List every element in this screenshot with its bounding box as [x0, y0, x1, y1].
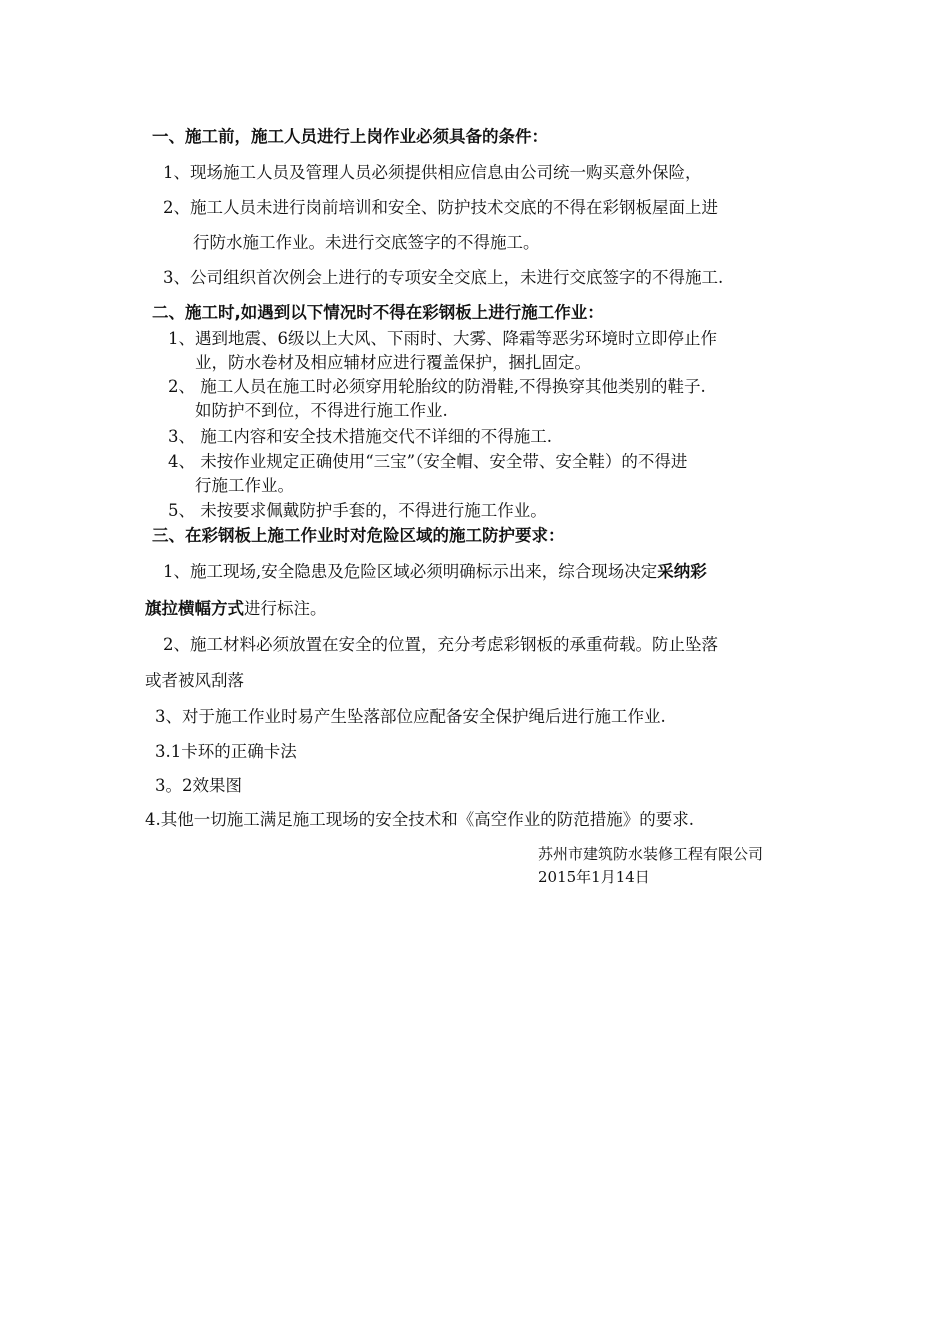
section-3-item-3: 3、对于施工作业时易产生坠落部位应配备安全保护绳后进行施工作业.: [155, 707, 666, 726]
section-2-item-1: 1、遇到地震、6级以上大风、下雨时、大雾、降霜等恶劣环境时立即停止作: [168, 329, 717, 348]
section-1-item-2-cont: 行防水施工作业。未进行交底签字的不得施工。: [193, 233, 540, 252]
section-2-item-5: 5、 未按要求佩戴防护手套的，不得进行施工作业。: [168, 501, 547, 520]
section-3-item-3-2: 3。2效果图: [155, 776, 242, 795]
section-3-item-1: [163, 561, 707, 583]
section-3-item-1-emphasis: 采纳彩: [657, 562, 707, 581]
section-1-item-3: 3、公司组织首次例会上进行的专项安全交底上，未进行交底签字的不得施工.: [163, 268, 724, 287]
section-1-item-2: 2、施工人员未进行岗前培训和安全、防护技术交底的不得在彩钢板屋面上进: [163, 198, 718, 217]
section-2-item-1-cont: 业，防水卷材及相应辅材应进行覆盖保护，捆扎固定。: [195, 353, 591, 372]
item-4: 4.其他一切施工满足施工现场的安全技术和《高空作业的防范措施》的要求.: [145, 810, 694, 829]
section-3-item-2-cont: 或者被风刮落: [145, 671, 244, 690]
section-2-heading: 二、施工时,如遇到以下情况时不得在彩钢板上进行施工作业：: [152, 303, 604, 322]
section-1-item-1: 1、现场施工人员及管理人员必须提供相应信息由公司统一购买意外保险，: [163, 163, 702, 182]
section-2-item-4: 4、 未按作业规定正确使用“三宝”（安全帽、安全带、安全鞋）的不得进: [168, 452, 688, 471]
section-1-heading: 一、施工前，施工人员进行上岗作业必须具备的条件：: [152, 127, 548, 146]
section-2-item-2: 2、 施工人员在施工时必须穿用轮胎纹的防滑鞋,不得换穿其他类别的鞋子.: [168, 377, 706, 396]
section-2-item-3: 3、 施工内容和安全技术措施交代不详细的不得施工.: [168, 427, 552, 446]
section-3-item-1-cont-text: 进行标注。: [244, 599, 327, 618]
section-2-item-4-cont: 行施工作业。: [195, 476, 294, 495]
section-2-item-2-cont: 如防护不到位，不得进行施工作业.: [195, 401, 448, 420]
signature-company: 苏州市建筑防水装修工程有限公司: [538, 845, 764, 863]
section-3-item-1-cont: [145, 598, 327, 620]
section-3-item-2: 2、施工材料必须放置在安全的位置，充分考虑彩钢板的承重荷载。防止坠落: [163, 635, 718, 654]
section-3-heading: 三、在彩钢板上施工作业时对危险区域的施工防护要求：: [152, 526, 565, 545]
section-3-item-1-text: 1、施工现场,安全隐患及危险区域必须明确标示出来，综合现场决定: [163, 562, 658, 581]
signature-date: 2015年1月14日: [538, 868, 650, 886]
section-3-item-1-cont-emphasis: 旗拉横幅方式: [145, 599, 244, 618]
section-3-item-3-1: 3.1卡环的正确卡法: [155, 742, 297, 761]
